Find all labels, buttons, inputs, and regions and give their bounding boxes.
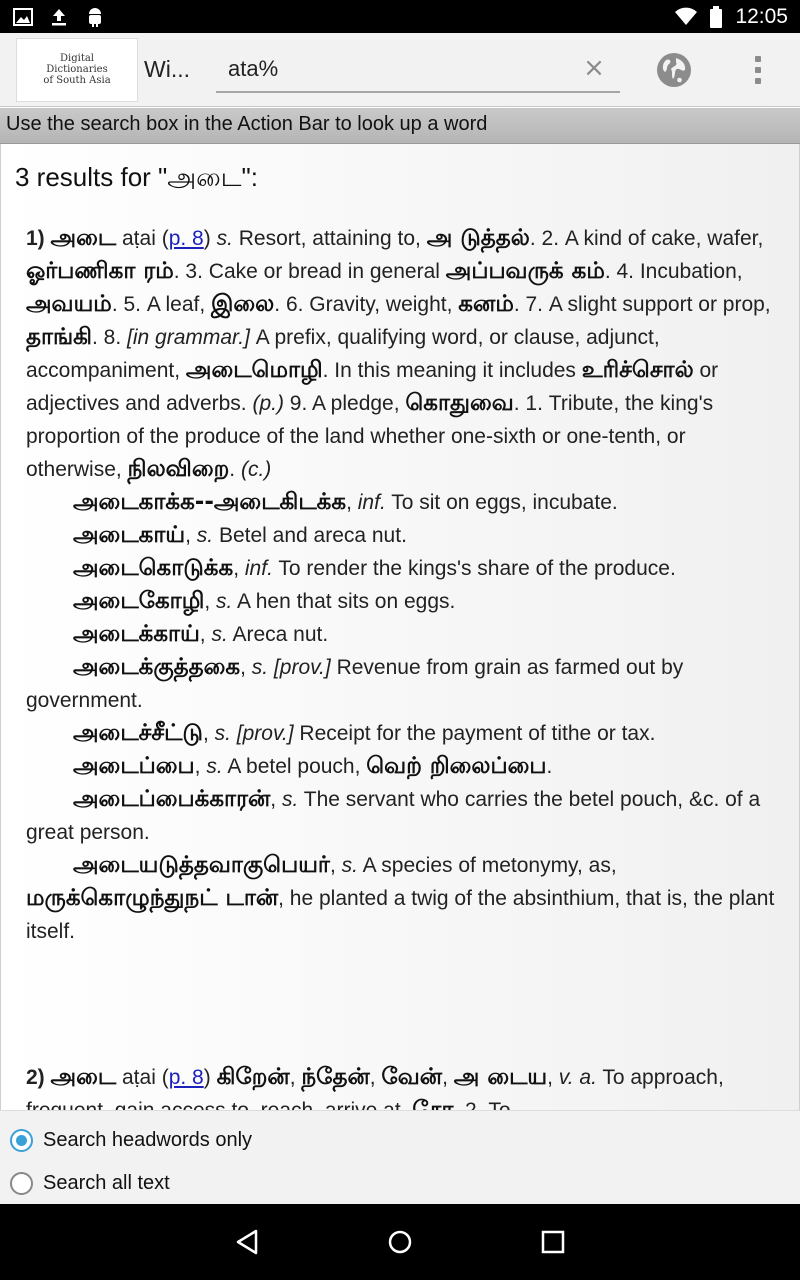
text: . 5. A leaf,	[111, 293, 212, 316]
navigation-bar	[0, 1204, 800, 1280]
tamil-word: ஓர்பணிகா ரம்	[26, 258, 174, 284]
tamil-word: தாங்கி	[26, 324, 92, 350]
text: or adjectives and adverbs.	[26, 359, 719, 415]
sub-entry: அடைச்சீட்டு, s. [prov.] Receipt for the payment of tithe or tax.	[73, 720, 656, 746]
text: . 2. A kind of cake, wafer,	[529, 227, 764, 250]
annotation: [in grammar.]	[127, 326, 250, 349]
pos: s.	[211, 623, 228, 646]
pos: s. [prov.]	[251, 656, 331, 679]
definition: A hen that sits on eggs.	[232, 590, 456, 613]
app-logo[interactable]	[16, 38, 138, 102]
tamil-word: கனம்	[458, 291, 514, 317]
sub-entry: அடைப்பை, s. A betel pouch, வெற் றிலைப்பை.	[73, 753, 553, 779]
definition: Receipt for the payment of tithe or tax.	[293, 722, 656, 745]
entry-number: 1)	[26, 227, 45, 250]
results-heading: 3 results for "அடை":	[15, 162, 258, 192]
hint-bar: Use the search box in the Action Bar to look up a word	[0, 108, 800, 144]
globe-icon[interactable]	[656, 52, 692, 88]
translit: aṭai (	[116, 227, 169, 250]
tamil-word: வெற் றிலைப்பை	[366, 753, 547, 779]
pos: s.	[281, 788, 299, 811]
tamil-word: அடைமொழி	[185, 357, 323, 383]
logo-line: of South Asia	[43, 75, 111, 86]
tamil-word: இலை	[211, 291, 275, 317]
pos: s.	[196, 524, 214, 547]
text: A prefix, qualifying word, or clause, adjunct, accompaniment,	[26, 326, 660, 382]
text: To approach,	[602, 1066, 724, 1089]
sub-headword: அடைக்குத்தகை	[73, 654, 241, 680]
definition: , he planted a twig of the absinthium, that is, the plant itself.	[26, 887, 775, 943]
sub-entry: அடைப்பைக்காரன், s. The servant who carries the betel pouch, &c. of a great person.	[26, 786, 761, 844]
action-bar	[0, 33, 800, 107]
sub-entry: அடையடுத்தவாகுபெயர், s. A species of metonymy, as, மருக்கொழுந்துநட் டான், he planted a twig of the absinthium, that is, the plant itself.	[26, 852, 775, 943]
tamil-word: மருக்கொழுந்துநட் டான்	[26, 885, 279, 911]
pos: s. [prov.]	[214, 722, 294, 745]
text: )	[203, 227, 217, 250]
sub-headword: அடைச்சீட்டு	[73, 720, 203, 746]
status-bar	[0, 0, 800, 33]
text: . 7. A slight support or prop,	[513, 293, 771, 316]
sub-headword: அடைப்பைக்காரன்	[73, 786, 271, 812]
tamil-word: அவயம்	[26, 291, 112, 317]
sub-entry: அடைக்குத்தகை, s. [prov.] Revenue from grain as farmed out by government.	[26, 654, 684, 712]
tamil-word: ந்தேன்	[301, 1064, 370, 1090]
text: . 1. Tribute, the king's proportion of the produce of the land whether one-sixth or one-tenth, or otherwise,	[26, 392, 714, 481]
text: ,	[369, 1066, 382, 1089]
page-link[interactable]: p. 8	[168, 1066, 204, 1089]
pos: s.	[216, 590, 233, 613]
text: . 4. Incubation,	[604, 260, 743, 283]
radio-all-text[interactable]	[10, 1172, 170, 1195]
pos: inf.	[244, 557, 273, 580]
definition: Areca nut.	[227, 623, 329, 646]
sub-headword: அடைக்காய்	[73, 621, 200, 647]
definition: A species of metonymy, as,	[357, 854, 617, 877]
text: .	[229, 458, 241, 481]
radio-label: Search all text	[43, 1172, 170, 1194]
text: ,	[547, 1066, 559, 1089]
definition: Revenue from grain as farmed out by government.	[26, 656, 684, 712]
sub-entry: அடைகொடுக்க, inf. To render the kings's share of the produce.	[73, 555, 676, 581]
tamil-word: கொதுவை	[405, 390, 514, 416]
search-input[interactable]	[216, 56, 556, 82]
annotation: (c.)	[240, 458, 272, 481]
text: . 3. Cake or bread in general	[173, 260, 446, 283]
result-entry-1	[26, 222, 786, 948]
logo-line: Digital	[60, 53, 94, 64]
text: 9. A pledge,	[283, 392, 406, 415]
results-panel[interactable]	[0, 144, 800, 1110]
overflow-menu-button[interactable]	[752, 52, 764, 88]
clear-search-button[interactable]: ×	[583, 52, 605, 83]
definition: .	[546, 755, 553, 778]
headword: அடை	[50, 1064, 117, 1090]
text: . In this meaning it includes	[322, 359, 582, 382]
radio-button[interactable]	[10, 1172, 33, 1195]
page-link[interactable]: p. 8	[168, 227, 204, 250]
sub-headword: அடைகொடுக்க	[73, 555, 234, 581]
tamil-word: வேன்	[381, 1064, 443, 1090]
headword: அடை	[50, 225, 117, 251]
tamil-word: கிறேன்	[216, 1064, 290, 1090]
tamil-word: அ டைய	[453, 1064, 548, 1090]
radio-headwords-only[interactable]	[10, 1129, 252, 1152]
pos: v. a.	[558, 1066, 597, 1089]
pos: inf.	[357, 491, 386, 514]
definition: The servant who carries the betel pouch, &c. of a great person.	[26, 788, 761, 844]
definition: To render the kings's share of the produce.	[272, 557, 676, 580]
definition: To sit on eggs, incubate.	[385, 491, 618, 514]
tamil-word: அ டுத்தல்	[426, 225, 530, 251]
pos: s.	[341, 854, 358, 877]
definition: A betel pouch,	[222, 755, 367, 778]
text: Resort, attaining to,	[232, 227, 427, 250]
text: . 6. Gravity, weight,	[274, 293, 459, 316]
radio-button-selected[interactable]	[10, 1129, 33, 1152]
home-icon[interactable]	[380, 1222, 420, 1262]
entry-number: 2)	[26, 1066, 45, 1089]
sub-headword: அடைகாய்	[73, 522, 186, 548]
status-time: 12:05	[735, 4, 788, 28]
back-icon[interactable]	[227, 1222, 267, 1262]
pos: s.	[206, 755, 223, 778]
search-mode-options	[0, 1110, 800, 1204]
sub-headword: அடையடுத்தவாகுபெயர்	[73, 852, 330, 878]
wifi-icon	[675, 6, 697, 28]
battery-icon	[705, 6, 727, 28]
search-box	[216, 47, 620, 93]
pos: s.	[216, 227, 233, 250]
android-notification-icon	[84, 6, 106, 28]
sub-entry: அடைகாய், s. Betel and areca nut.	[73, 522, 407, 548]
text: )	[203, 1066, 217, 1089]
translit: aṭai (	[116, 1066, 169, 1089]
tamil-word: உரிச்சொல்	[581, 357, 694, 383]
recents-icon[interactable]	[533, 1222, 573, 1262]
sub-headword: அடைப்பை	[73, 753, 195, 779]
tamil-word: அப்பவருக் கம்	[445, 258, 605, 284]
tamil-word: நிலவிறை	[127, 456, 230, 482]
logo-line: Dictionaries	[46, 64, 108, 75]
sub-entry: அடைகாக்க--அடைகிடக்க, inf. To sit on eggs, incubate.	[73, 489, 618, 515]
sub-headword: அடைகோழி	[73, 588, 205, 614]
annotation: (p.)	[252, 392, 284, 415]
app-title: Wi...	[144, 56, 190, 82]
sub-entry: அடைக்காய், s. Areca nut.	[73, 621, 329, 647]
radio-label: Search headwords only	[43, 1129, 253, 1151]
definition: Betel and areca nut.	[213, 524, 407, 547]
sub-entry: அடைகோழி, s. A hen that sits on eggs.	[73, 588, 456, 614]
sub-headword: அடைகாக்க--அடைகிடக்க	[73, 489, 347, 515]
image-notification-icon	[12, 6, 34, 28]
upload-notification-icon	[48, 6, 70, 28]
text: ,	[442, 1066, 454, 1089]
text: ,	[289, 1066, 302, 1089]
text: . 8.	[92, 326, 128, 349]
